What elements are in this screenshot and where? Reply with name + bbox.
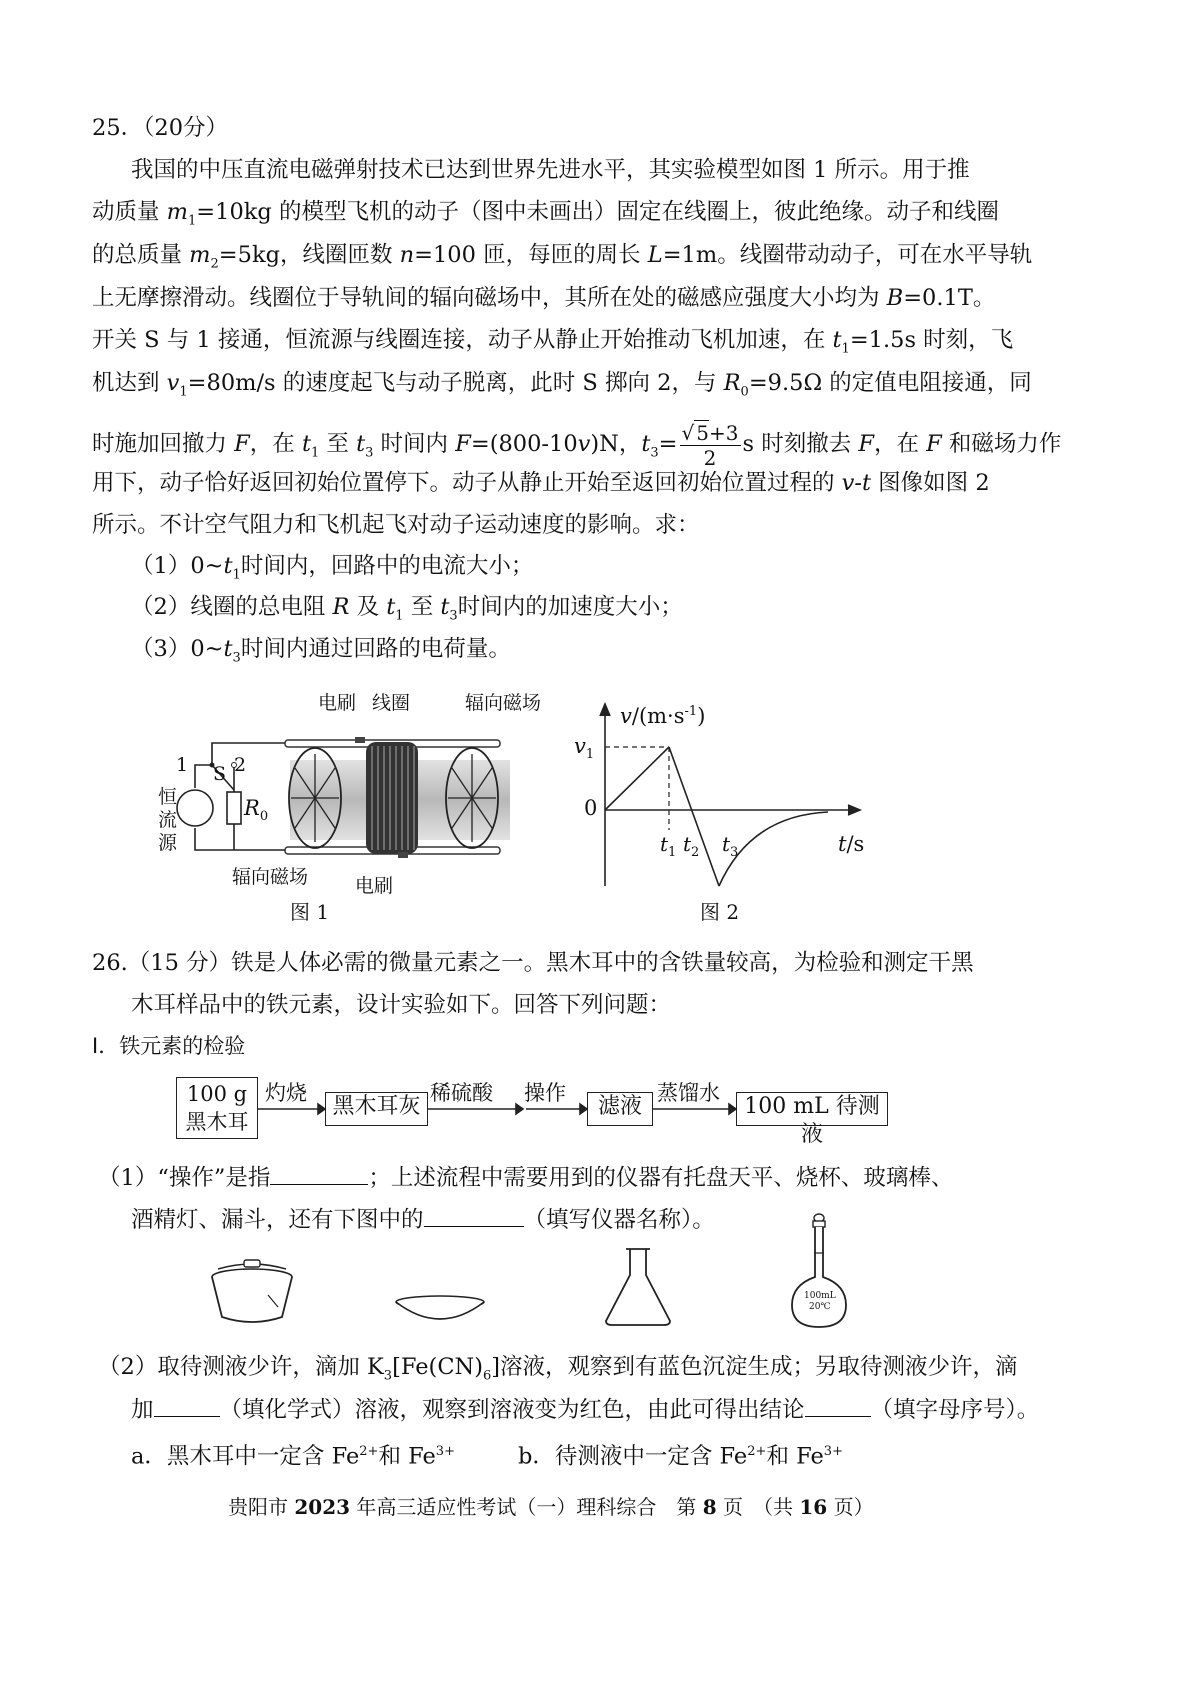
flow-box-ash: 黑木耳灰: [325, 1092, 428, 1126]
text: ；上述流程中需要用到的仪器有托盘天平、烧杯、玻璃棒、: [368, 1165, 954, 1191]
figure-2-vt-graph: [580, 700, 870, 900]
q26-sub-1-line-1: [98, 1163, 953, 1193]
q25-sub-1: [131, 551, 533, 591]
text: 用下，动子恰好返回初始位置停下。动子从静止开始至返回初始位置过程的: [92, 470, 842, 496]
label-brush-top: 电刷: [318, 692, 357, 714]
graph-xlabel: [838, 832, 864, 856]
flow-arrow-label-burn: 灼烧: [265, 1081, 307, 1105]
text: 开关 S 与 1 接通，恒流源与线圈连接，动子从静止开始推动飞机加速，在: [92, 327, 833, 353]
text: 和磁场力作: [941, 431, 1062, 457]
page-footer: [228, 1492, 874, 1522]
label-coil: 线圈: [372, 692, 411, 714]
answer-blank-conclusion[interactable]: [805, 1396, 871, 1417]
sub: 0: [259, 809, 269, 825]
q25-para-line-3: [92, 240, 1032, 280]
label-switch-s: S: [213, 763, 227, 785]
flow-box-sample-mass: 100 g: [186, 1082, 248, 1106]
text: （2）线圈的总电阻: [131, 594, 333, 620]
sub: 1: [668, 845, 677, 860]
volumetric-flask-temperature: 20℃: [809, 1302, 831, 1312]
sub: 3: [232, 650, 241, 666]
sqrt-radicand: 5: [696, 420, 710, 445]
brush-bottom: [398, 852, 408, 858]
var-v: v: [166, 370, 180, 396]
text: 年高三适应性考试（一）理科综合 第: [350, 1495, 703, 1519]
var-R: R: [332, 594, 350, 620]
text: （3）0~: [131, 636, 224, 662]
text: a．黑木耳中一定含 Fe: [131, 1443, 360, 1470]
apparatus-crucible: [206, 1255, 298, 1327]
text: 至: [319, 431, 357, 457]
text: 上无摩擦滑动。线圈位于导轨间的辐向磁场中，其所在处的磁感应强度大小均为: [92, 285, 887, 311]
q25-number: 25．（20分）: [92, 115, 229, 141]
text: 页 （共: [716, 1495, 800, 1519]
answer-blank-operation[interactable]: [270, 1164, 368, 1185]
apparatus-evaporating-dish: [392, 1292, 488, 1328]
text: （填化学式）溶液，观察到溶液变为红色，由此可得出结论: [219, 1397, 805, 1423]
text: [Fe(CN): [392, 1354, 483, 1380]
flow-box-filtrate: 滤液: [587, 1092, 653, 1126]
text: （填字母序号）。: [870, 1397, 1040, 1423]
text: 加: [131, 1397, 154, 1423]
text: （1）“操作”是指: [98, 1165, 271, 1191]
text: =80m/s 的速度起飞与动子脱离，此时 S 掷向 2，与: [187, 370, 724, 396]
sub: 1: [310, 445, 320, 461]
var-v: v: [620, 704, 632, 728]
text: 时间内通过回路的电荷量。: [240, 636, 511, 662]
q26-section-1-heading: Ⅰ．铁元素的检验: [92, 1034, 246, 1058]
var-t: t: [440, 594, 450, 620]
var-v: v: [577, 431, 591, 457]
answer-blank-instrument[interactable]: [424, 1206, 524, 1227]
sub: 0: [740, 384, 749, 400]
q25-para-line-2: [92, 197, 999, 237]
var-m: m: [189, 242, 211, 268]
graph-t1-label: [660, 832, 676, 860]
figure-2-caption: 图 2: [700, 900, 740, 924]
var-R: R: [244, 796, 260, 820]
var-F: F: [455, 431, 471, 457]
label-source-2: 流: [158, 809, 178, 831]
text: （1）0~: [131, 553, 224, 579]
sub: 3: [365, 445, 374, 461]
label-radial-field-top: 辐向磁场: [465, 692, 542, 714]
resistor-r0: [227, 792, 241, 824]
text: 的总质量: [92, 242, 190, 268]
sub: 3: [650, 445, 659, 461]
var-R: R: [723, 370, 741, 396]
flow-box-sample-name: 黑木耳: [185, 1110, 249, 1134]
q25-para-line-1: 我国的中压直流电磁弹射技术已达到世界先进水平，其实验模型如图 1 所示。用于推: [131, 157, 970, 183]
q26-option-b: [518, 1437, 843, 1472]
text: ]溶液，观察到有蓝色沉淀生成；另取待测液少许，滴: [491, 1354, 1018, 1380]
graph-origin-label: 0: [584, 796, 598, 820]
var-F: F: [926, 431, 942, 457]
constant-current-source: [177, 790, 213, 826]
fraction-denominator: 2: [703, 445, 717, 470]
answer-blank-formula[interactable]: [154, 1396, 220, 1417]
label-switch-1: 1: [176, 754, 189, 776]
flow-arrows: [258, 1100, 738, 1120]
text: /s: [846, 832, 865, 856]
apparatus-volumetric-flask: [786, 1213, 852, 1331]
text: ，在: [873, 431, 927, 457]
label-switch-2: 2: [234, 754, 247, 776]
sub: 1: [188, 213, 197, 229]
q25-sub-3: [131, 634, 511, 674]
text: =1.5s 时刻，飞: [849, 327, 1014, 353]
text: )N，: [590, 431, 642, 457]
sup: 2+: [359, 1444, 379, 1459]
var-B: B: [886, 285, 904, 311]
fraction-numerator: √ 5+3: [681, 420, 739, 445]
sub: 6: [483, 1368, 492, 1384]
sub: 1: [585, 747, 595, 763]
graph-ylabel: [620, 704, 705, 728]
sub: 3: [383, 1368, 393, 1384]
var-t: t: [356, 431, 366, 457]
text: s 时刻撤去: [742, 431, 859, 457]
sub: 3: [449, 608, 458, 624]
text: （2）取待测液少许，滴加 K: [98, 1354, 384, 1380]
q26-option-a: [131, 1437, 455, 1472]
q25-para-line-6: [92, 368, 1032, 408]
sub: 1: [841, 341, 850, 357]
text: 时施加回撤力: [92, 431, 235, 457]
brush-top: [355, 737, 365, 743]
var-t: t: [301, 431, 311, 457]
q26-line-2: 木耳样品中的铁元素，设计实验如下。回答下列问题：: [131, 992, 672, 1018]
text: 8: [702, 1495, 717, 1519]
text: 2023: [294, 1495, 351, 1519]
text: b．待测液中一定含 Fe: [518, 1443, 748, 1470]
var-F: F: [858, 431, 874, 457]
label-source-1: 恒: [158, 786, 178, 808]
flow-box-sample: [176, 1077, 258, 1139]
var-n: n: [399, 242, 415, 268]
text: ，在: [249, 431, 302, 457]
coil: [366, 742, 418, 854]
text: 和 Fe: [378, 1443, 436, 1470]
fraction: [680, 421, 741, 470]
q25-para-line-8: [92, 468, 990, 498]
figure-1-caption: 图 1: [290, 900, 330, 924]
graph-segment-decelerate: [669, 747, 719, 886]
sup: -1: [684, 704, 698, 719]
var-v: v: [574, 734, 586, 758]
text: （填写仪器名称）。: [523, 1207, 715, 1233]
flow-arrow-label-water: 蒸馏水: [657, 1081, 720, 1105]
var-t: t: [223, 553, 233, 579]
sup: 3+: [823, 1444, 843, 1459]
text: 页）: [827, 1495, 874, 1519]
apparatus-conical-flask: [600, 1245, 676, 1329]
q26-sub-2-line-1: [98, 1352, 1018, 1392]
text: 至: [403, 594, 441, 620]
var-t: t: [660, 832, 669, 856]
var-vt: v-t: [841, 470, 872, 496]
text: +3: [709, 420, 739, 445]
text: =(800-10: [470, 431, 578, 457]
text: =1m。线圈带动动子，可在水平导轨: [662, 242, 1033, 268]
text: =100 匝，每匝的周长: [414, 242, 648, 268]
sub: 2: [210, 256, 219, 272]
var-t: t: [386, 594, 396, 620]
text: 16: [799, 1495, 828, 1519]
text: /(m·s: [631, 704, 685, 728]
text: =0.1T。: [903, 285, 996, 311]
graph-v1-label: [574, 734, 594, 762]
flow-arrow-label-operation: 操作: [524, 1081, 566, 1105]
q25-sub-2: [131, 592, 683, 632]
text: 时间内的加速度大小；: [457, 594, 683, 620]
flow-arrow-label-acid: 稀硫酸: [430, 1081, 493, 1105]
label-r0: [244, 796, 268, 824]
var-t: t: [641, 431, 651, 457]
text: 动质量: [92, 199, 167, 225]
sub: 1: [395, 608, 404, 624]
graph-t2-label: [683, 832, 699, 860]
label-brush-bottom: 电刷: [355, 875, 394, 897]
q26-line-1: 26.（15 分）铁是人体必需的微量元素之一。黑木耳中的含铁量较高，为检验和测定干黑: [92, 950, 974, 976]
var-t: t: [838, 832, 847, 856]
text: 图像如图 2: [871, 470, 990, 496]
q26-sub-2-line-2: [131, 1395, 1039, 1425]
text: 和 Fe: [766, 1443, 824, 1470]
var-F: F: [234, 431, 250, 457]
flow-box-test-solution: 100 mL 待测液: [736, 1092, 888, 1126]
var-t: t: [832, 327, 842, 353]
text: =9.5Ω 的定值电阻接通，同: [748, 370, 1032, 396]
sub: 3: [730, 845, 739, 860]
q25-para-line-9: 所示。不计空气阻力和飞机起飞对动子运动速度的影响。求：: [92, 512, 700, 538]
var-t: t: [223, 636, 233, 662]
var-t: t: [722, 832, 731, 856]
graph-t3-label: [722, 832, 738, 860]
sub: 1: [232, 567, 241, 583]
sup: 3+: [435, 1444, 455, 1459]
text: =: [658, 431, 678, 457]
text: 及: [349, 594, 387, 620]
text: =5kg，线圈匝数: [218, 242, 400, 268]
var-m: m: [166, 199, 188, 225]
text: 机达到: [92, 370, 167, 396]
text: 贵阳市: [228, 1495, 295, 1519]
text: 时间内: [373, 431, 456, 457]
x-axis-arrow: [848, 805, 860, 815]
text: 时间内，回路中的电流大小；: [240, 553, 534, 579]
sub: 1: [179, 384, 188, 400]
q26-sub-1-line-2: [131, 1205, 715, 1235]
sup: 2+: [747, 1444, 767, 1459]
graph-segment-accelerate: [605, 747, 669, 810]
y-axis-arrow: [600, 704, 610, 716]
q25-para-line-4: [92, 283, 995, 313]
text: ): [697, 704, 706, 728]
text: =10kg 的模型飞机的动子（图中未画出）固定在线圈上，彼此绝缘。动子和线圈: [196, 199, 999, 225]
volumetric-flask-capacity: 100mL: [804, 1291, 836, 1301]
sub: 2: [691, 845, 700, 860]
text: 酒精灯、漏斗，还有下图中的: [131, 1207, 424, 1233]
label-radial-field-bottom: 辐向磁场: [232, 866, 309, 888]
label-source-3: 源: [158, 832, 178, 854]
var-L: L: [647, 242, 663, 268]
q25-para-line-5: [92, 325, 1013, 365]
var-t: t: [683, 832, 692, 856]
